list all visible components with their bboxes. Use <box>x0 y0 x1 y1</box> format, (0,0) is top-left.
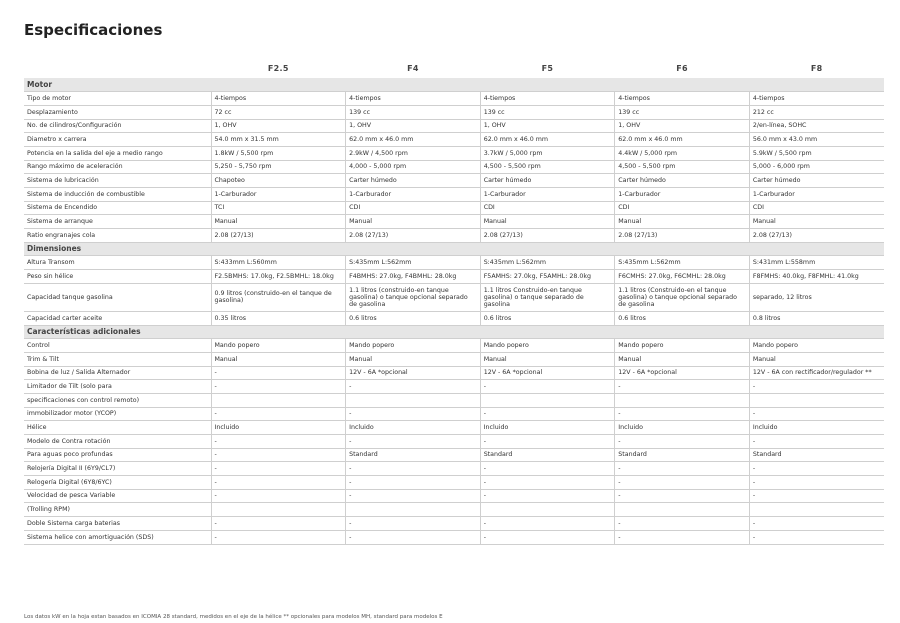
model-header: F8 <box>810 64 823 73</box>
spec-value: - <box>346 489 481 503</box>
spec-value: Chapoteo <box>211 174 346 188</box>
spec-value: Carter húmedo <box>615 174 750 188</box>
table-row <box>24 201 884 215</box>
spec-value: - <box>346 407 481 421</box>
table-row <box>24 270 884 284</box>
model-header: F4 <box>407 64 419 73</box>
spec-value: - <box>211 407 346 421</box>
spec-value: 139 cc <box>480 105 615 119</box>
spec-value <box>615 503 750 517</box>
page-title: Especificaciones <box>24 21 163 39</box>
spec-value: - <box>615 530 750 544</box>
spec-value: 1-Carburador <box>211 188 346 202</box>
spec-value: 3.7kW / 5,000 rpm <box>480 146 615 160</box>
table-row <box>24 435 884 449</box>
spec-value: - <box>346 462 481 476</box>
spec-value: F2.5BMHS: 17.0kg, F2.5BMHL: 18.0kg <box>211 270 346 284</box>
spec-value: Manual <box>615 215 750 229</box>
spec-label: (Trolling RPM) <box>24 503 211 517</box>
spec-value: Manual <box>615 352 750 366</box>
model-header: F6 <box>676 64 688 73</box>
spec-value: 1, OHV <box>346 119 481 133</box>
spec-label: Relojería Digital II (6Y9/CL7) <box>24 462 211 476</box>
spec-value: - <box>615 435 750 449</box>
table-row <box>24 256 884 270</box>
spec-value: 2/en-línea, SOHC <box>749 119 884 133</box>
spec-value: - <box>480 435 615 449</box>
table-row <box>24 380 884 394</box>
table-row <box>24 146 884 160</box>
spec-value: 139 cc <box>615 105 750 119</box>
spec-value: Standard <box>615 448 750 462</box>
spec-value <box>480 503 615 517</box>
spec-value: 1, OHV <box>211 119 346 133</box>
spec-value: 0.9 litros (construido-en el tanque de gasolina) <box>211 283 346 311</box>
table-row <box>24 366 884 380</box>
spec-value: Manual <box>211 215 346 229</box>
spec-value: CDI <box>480 201 615 215</box>
spec-label: Bobina de luz / Salida Alternador <box>24 366 211 380</box>
model-header-row <box>211 64 884 73</box>
spec-label: Sistema de arranque <box>24 215 211 229</box>
spec-value: - <box>615 517 750 531</box>
spec-value: - <box>211 489 346 503</box>
spec-value: 62.0 mm x 46.0 mm <box>615 133 750 147</box>
spec-value: 12V - 6A *opcional <box>615 366 750 380</box>
table-row <box>24 489 884 503</box>
spec-value: - <box>749 435 884 449</box>
spec-value: - <box>346 435 481 449</box>
spec-value: - <box>615 462 750 476</box>
section-title: Características adicionales <box>24 325 884 339</box>
model-header: F2.5 <box>267 64 289 73</box>
table-row <box>24 339 884 353</box>
spec-value: 4-tiempos <box>346 92 481 106</box>
spec-label: Potencia en la salida del eje a medio rango <box>24 146 211 160</box>
spec-label: Para aguas poco profundas <box>24 448 211 462</box>
spec-value <box>615 393 750 407</box>
spec-value: Mando popero <box>346 339 481 353</box>
spec-value: 72 cc <box>211 105 346 119</box>
table-row <box>24 188 884 202</box>
spec-label: Velocidad de pesca Variable <box>24 489 211 503</box>
table-row <box>24 530 884 544</box>
spec-label: Desplazamiento <box>24 105 211 119</box>
model-header: F5 <box>541 64 554 73</box>
spec-label: Rango máximo de aceleración <box>24 160 211 174</box>
table-row <box>24 448 884 462</box>
table-row <box>24 229 884 243</box>
spec-value: F6CMHS: 27.0kg, F6CMHL: 28.0kg <box>615 270 750 284</box>
spec-value: - <box>615 489 750 503</box>
spec-value: 2.08 (27/13) <box>211 229 346 243</box>
spec-value: Manual <box>749 352 884 366</box>
spec-value: 0.6 litros <box>346 311 481 325</box>
spec-value: Incluido <box>749 421 884 435</box>
spec-value: Incluido <box>346 421 481 435</box>
spec-value: - <box>211 435 346 449</box>
spec-value: Mando popero <box>615 339 750 353</box>
spec-value <box>346 503 481 517</box>
spec-value: S:431mm L:558mm <box>749 256 884 270</box>
spec-value: Manual <box>346 215 481 229</box>
spec-value: Incluido <box>615 421 750 435</box>
spec-value: Incluido <box>211 421 346 435</box>
table-row <box>24 283 884 311</box>
table-row <box>24 352 884 366</box>
spec-value: Incluido <box>480 421 615 435</box>
spec-value: Carter húmedo <box>346 174 481 188</box>
spec-value: 5.9kW / 5,500 rpm <box>749 146 884 160</box>
table-row <box>24 503 884 517</box>
spec-value: Mando popero <box>211 339 346 353</box>
table-row <box>24 105 884 119</box>
spec-value: - <box>615 380 750 394</box>
spec-value: 5,250 - 5,750 rpm <box>211 160 346 174</box>
spec-value: S:435mm L:562mm <box>615 256 750 270</box>
spec-value <box>211 393 346 407</box>
spec-table <box>24 78 884 545</box>
spec-label: immobilizador motor (YCOP) <box>24 407 211 421</box>
spec-value <box>211 503 346 517</box>
spec-value: - <box>480 476 615 490</box>
spec-label: Sistema helice con amortiguación (SDS) <box>24 530 211 544</box>
spec-value <box>749 503 884 517</box>
spec-value: 0.6 litros <box>615 311 750 325</box>
spec-value: Manual <box>346 352 481 366</box>
section-header-row <box>24 325 884 339</box>
spec-value: 1-Carburador <box>749 188 884 202</box>
spec-value: 1.1 litros (Construido-en el tanque gasolina) o tanque opcional separado de gasolina <box>615 283 750 311</box>
spec-value: 12V - 6A con rectificador/regulador ** <box>749 366 884 380</box>
spec-value: - <box>480 380 615 394</box>
spec-label: Capacidad tanque gasolina <box>24 283 211 311</box>
spec-value: TCI <box>211 201 346 215</box>
spec-label: Sistema de inducción de combustible <box>24 188 211 202</box>
spec-value: 1.1 litros (construido-en tanque gasolina) o tanque opcional separado de gasolina <box>346 283 481 311</box>
spec-label: specificaciones con control remoto) <box>24 393 211 407</box>
spec-value: 4.4kW / 5,000 rpm <box>615 146 750 160</box>
spec-value: 0.6 litros <box>480 311 615 325</box>
table-row <box>24 517 884 531</box>
spec-value: 0.35 litros <box>211 311 346 325</box>
spec-label: Doble Sistema carga baterias <box>24 517 211 531</box>
spec-value: 4-tiempos <box>615 92 750 106</box>
spec-label: Diametro x carrera <box>24 133 211 147</box>
spec-value: Manual <box>749 215 884 229</box>
spec-value: - <box>346 380 481 394</box>
spec-value: - <box>346 530 481 544</box>
spec-value: 2.08 (27/13) <box>749 229 884 243</box>
spec-value: Manual <box>480 352 615 366</box>
spec-label: Modelo de Contra rotación <box>24 435 211 449</box>
spec-value: 2.08 (27/13) <box>480 229 615 243</box>
section-header-row <box>24 242 884 256</box>
spec-value: 62.0 mm x 46.0 mm <box>346 133 481 147</box>
spec-value: 4-tiempos <box>480 92 615 106</box>
spec-value: - <box>749 530 884 544</box>
table-row <box>24 476 884 490</box>
spec-label: Tipo de motor <box>24 92 211 106</box>
spec-value: 1, OHV <box>615 119 750 133</box>
spec-label: Hélice <box>24 421 211 435</box>
spec-value: 2.08 (27/13) <box>346 229 481 243</box>
section-title: Dimensiones <box>24 242 884 256</box>
spec-value: - <box>211 380 346 394</box>
spec-value: 1, OHV <box>480 119 615 133</box>
spec-value: - <box>480 407 615 421</box>
spec-value: - <box>211 366 346 380</box>
spec-label: Sistema de lubricación <box>24 174 211 188</box>
spec-value: Standard <box>480 448 615 462</box>
spec-value: - <box>480 462 615 476</box>
spec-value: 2.08 (27/13) <box>615 229 750 243</box>
spec-label: Relogería Digital (6Y8/6YC) <box>24 476 211 490</box>
spec-value: F5AMHS: 27.0kg, F5AMHL: 28.0kg <box>480 270 615 284</box>
spec-value: S:435mm L:562mm <box>480 256 615 270</box>
spec-value: 12V - 6A *opcional <box>480 366 615 380</box>
footnote: Los datos kW en la hoja estan basados en ICOMIA 28 standard, medidos en el eje de la hélice ** opcionales para modelos MH, standard para modelos E <box>24 614 443 620</box>
spec-value: - <box>749 380 884 394</box>
spec-value: 54.0 mm x 31.5 mm <box>211 133 346 147</box>
spec-value: 5,000 - 6,000 rpm <box>749 160 884 174</box>
spec-value: - <box>615 476 750 490</box>
spec-value: 12V - 6A *opcional <box>346 366 481 380</box>
spec-value <box>749 393 884 407</box>
spec-value: 1-Carburador <box>615 188 750 202</box>
spec-value: - <box>211 448 346 462</box>
table-row <box>24 133 884 147</box>
table-row <box>24 174 884 188</box>
spec-value: 62.0 mm x 46.0 mm <box>480 133 615 147</box>
spec-value: F8FMHS: 40.0kg, F8FMHL: 41.0kg <box>749 270 884 284</box>
spec-value: - <box>749 517 884 531</box>
section-title: Motor <box>24 78 884 92</box>
spec-value: 4-tiempos <box>749 92 884 106</box>
spec-value: separado, 12 litros <box>749 283 884 311</box>
spec-value <box>346 393 481 407</box>
spec-value: Manual <box>211 352 346 366</box>
spec-value: Mando popero <box>480 339 615 353</box>
spec-value: - <box>480 517 615 531</box>
spec-value: 0.8 litros <box>749 311 884 325</box>
spec-value: Mando popero <box>749 339 884 353</box>
spec-value: - <box>211 517 346 531</box>
spec-value: 4,500 - 5,500 rpm <box>615 160 750 174</box>
table-row <box>24 215 884 229</box>
spec-value: - <box>749 476 884 490</box>
section-header-row <box>24 78 884 92</box>
spec-value: 212 cc <box>749 105 884 119</box>
spec-label: Ratio engranajes cola <box>24 229 211 243</box>
table-row <box>24 393 884 407</box>
spec-value: CDI <box>346 201 481 215</box>
spec-value: F4BMHS: 27.0kg, F4BMHL: 28.0kg <box>346 270 481 284</box>
spec-value: - <box>346 476 481 490</box>
spec-label: Capacidad carter aceite <box>24 311 211 325</box>
spec-value: - <box>480 530 615 544</box>
spec-label: Trim & Tilt <box>24 352 211 366</box>
spec-value: - <box>211 476 346 490</box>
spec-value: Carter húmedo <box>749 174 884 188</box>
spec-label: Altura Transom <box>24 256 211 270</box>
spec-value: S:435mm L:562mm <box>346 256 481 270</box>
spec-table-body <box>24 78 884 544</box>
spec-value: - <box>749 462 884 476</box>
spec-value: 139 cc <box>346 105 481 119</box>
spec-label: Limitador de Tilt (solo para <box>24 380 211 394</box>
spec-value: Manual <box>480 215 615 229</box>
spec-label: Control <box>24 339 211 353</box>
spec-value: 56.0 mm x 43.0 mm <box>749 133 884 147</box>
spec-value: 4,500 - 5,500 rpm <box>480 160 615 174</box>
table-row <box>24 421 884 435</box>
spec-value: - <box>346 517 481 531</box>
table-row <box>24 119 884 133</box>
spec-value: CDI <box>749 201 884 215</box>
table-row <box>24 92 884 106</box>
spec-value: - <box>615 407 750 421</box>
spec-value: Carter húmedo <box>480 174 615 188</box>
spec-value: - <box>211 462 346 476</box>
spec-label: Peso sin hélice <box>24 270 211 284</box>
spec-value: - <box>480 489 615 503</box>
spec-value: 1-Carburador <box>480 188 615 202</box>
spec-value: 1.1 litros Construido-en tanque gasolina) o tanque separado de gasolina <box>480 283 615 311</box>
table-row <box>24 311 884 325</box>
table-row <box>24 407 884 421</box>
spec-value: CDI <box>615 201 750 215</box>
spec-value: - <box>749 407 884 421</box>
spec-value: S:433mm L:560mm <box>211 256 346 270</box>
spec-value: Standard <box>346 448 481 462</box>
spec-value: 1-Carburador <box>346 188 481 202</box>
spec-value: - <box>749 489 884 503</box>
spec-value: 4,000 - 5,000 rpm <box>346 160 481 174</box>
spec-value: 1.8kW / 5,500 rpm <box>211 146 346 160</box>
spec-value: - <box>211 530 346 544</box>
table-row <box>24 462 884 476</box>
spec-value <box>480 393 615 407</box>
spec-value: 4-tiempos <box>211 92 346 106</box>
spec-label: No. de cilindros/Configuración <box>24 119 211 133</box>
spec-value: 2.9kW / 4,500 rpm <box>346 146 481 160</box>
spec-value: Standard <box>749 448 884 462</box>
table-row <box>24 160 884 174</box>
spec-label: Sistema de Encendido <box>24 201 211 215</box>
